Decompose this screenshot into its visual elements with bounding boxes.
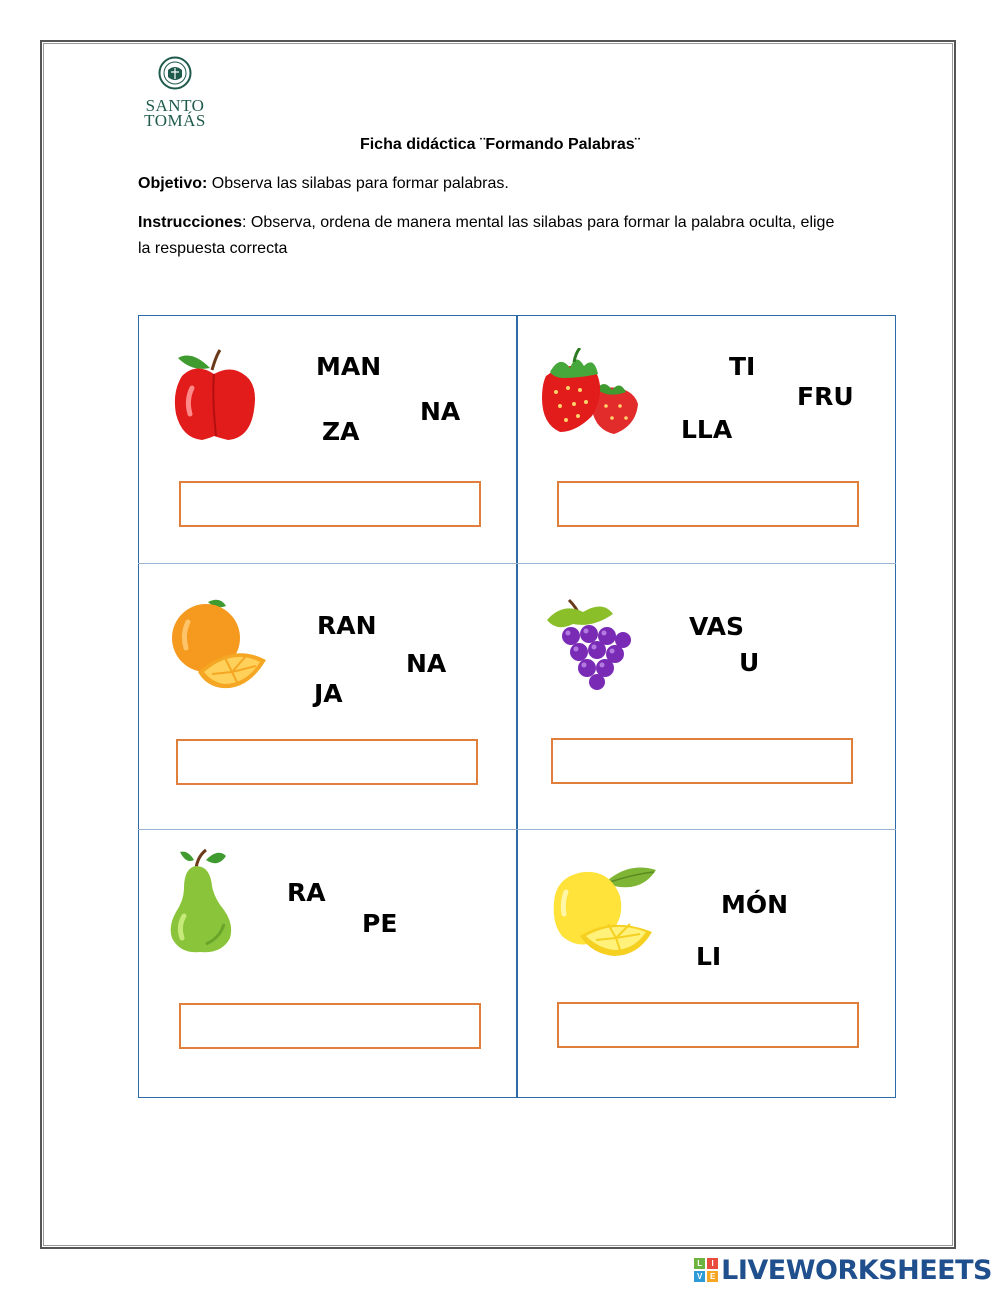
santo-tomas-logo <box>138 56 212 136</box>
syllable: NA <box>406 649 447 678</box>
syllable: TI <box>729 352 756 381</box>
syllable: U <box>739 648 760 677</box>
grapes-icon <box>543 598 635 690</box>
apple-icon <box>172 348 258 444</box>
brand-squares-icon <box>694 1258 718 1282</box>
grid-divider-vertical <box>516 315 518 1098</box>
grid-divider-row-1 <box>138 563 896 564</box>
syllable: MÓN <box>721 890 789 919</box>
strawberry-icon <box>540 348 644 438</box>
syllable: NA <box>420 397 461 426</box>
syllable: VAS <box>689 612 745 641</box>
syllable: RAN <box>317 611 377 640</box>
syllable: LI <box>696 942 722 971</box>
syllable: MAN <box>316 352 382 381</box>
syllable: RA <box>287 878 326 907</box>
syllable: PE <box>362 909 398 938</box>
brand-square: V <box>694 1271 705 1282</box>
objective-text: Observa las silabas para formar palabras. <box>207 175 509 192</box>
syllable: JA <box>314 679 343 708</box>
syllable: LLA <box>681 415 733 444</box>
instructions-paragraph <box>138 210 838 262</box>
syllable: ZA <box>322 417 360 446</box>
brand-name: LIVEWORKSHEETS <box>721 1254 992 1286</box>
page-title: Ficha didáctica ¨Formando Palabras¨ <box>359 136 641 153</box>
brand-square: L <box>694 1258 705 1269</box>
answer-input-apple[interactable] <box>179 481 481 527</box>
instructions-label: Instrucciones <box>138 214 243 231</box>
orange-icon <box>168 598 272 692</box>
crest-icon <box>158 56 192 90</box>
brand-square: E <box>707 1271 718 1282</box>
answer-input-pear[interactable] <box>179 1003 481 1049</box>
grid-divider-row-2 <box>138 829 896 830</box>
pear-icon <box>166 846 236 956</box>
lemon-icon <box>550 862 660 958</box>
objective-label: Objetivo: <box>138 175 208 192</box>
instructions-text: : Observa, ordena de manera mental las silabas para formar la palabra oculta, elige la respuesta correcta <box>138 214 835 257</box>
answer-input-grapes[interactable] <box>551 738 853 784</box>
logo-line-2: TOMÁS <box>144 111 206 130</box>
liveworksheets-logo <box>694 1254 992 1286</box>
brand-square: I <box>707 1258 718 1269</box>
answer-input-lemon[interactable] <box>557 1002 859 1048</box>
answer-input-strawberry[interactable] <box>557 481 859 527</box>
answer-input-orange[interactable] <box>176 739 478 785</box>
syllable: FRU <box>797 382 854 411</box>
logo-line-1: SANTO <box>145 96 205 115</box>
objective-paragraph <box>138 171 838 197</box>
